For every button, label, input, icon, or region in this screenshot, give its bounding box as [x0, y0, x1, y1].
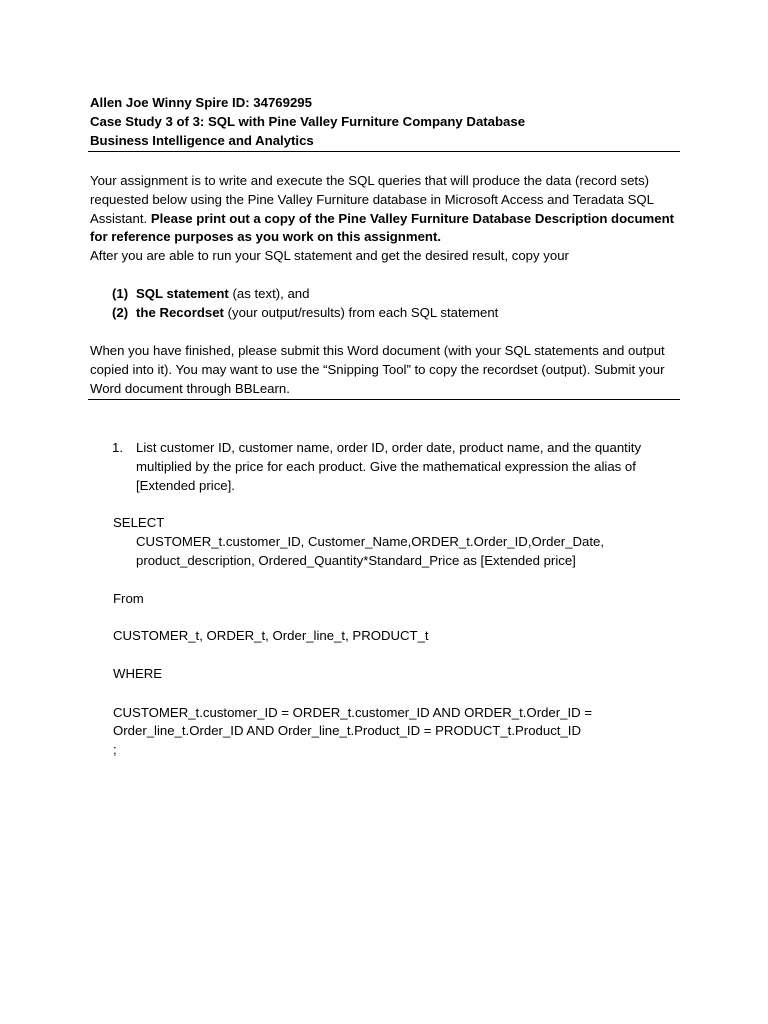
list-item-text: [136, 304, 498, 323]
instructions-emphasis: Please print out a copy of the Pine Valley Furniture Database Description document for reference purposes as you work on this assignment.: [90, 210, 675, 245]
instructions-paragraph: [90, 172, 682, 247]
question-1: [112, 439, 672, 495]
list-item-emphasis: SQL statement: [136, 286, 229, 301]
sql-where-condition-line-1: CUSTOMER_t.customer_ID = ORDER_t.customer_ID AND ORDER_t.Order_ID =: [113, 705, 593, 720]
deliverables-list: [112, 285, 672, 323]
list-item: [112, 285, 672, 304]
header-divider: [88, 151, 680, 152]
sql-select-keyword: SELECT: [113, 515, 165, 530]
list-item-emphasis: the Recordset: [136, 304, 224, 320]
list-item-text: [136, 285, 309, 304]
sql-terminator: ;: [113, 742, 117, 757]
question-text: List customer ID, customer name, order ID, order date, product name, and the quantity multiplied by the price for each product. Give the mathematical expression the alias of [Extended price].: [136, 440, 642, 493]
list-item-rest: (your output/results) from each SQL statement: [223, 304, 499, 320]
list-item-number: (2): [112, 304, 129, 320]
sql-select-columns-line-1: CUSTOMER_t.customer_ID, Customer_Name,ORDER_t.Order_ID,Order_Date,: [136, 534, 605, 549]
list-item-rest: (as text), and: [228, 286, 310, 301]
author-line: Allen Joe Winny Spire ID: 34769295: [90, 95, 312, 110]
question-number: 1.: [112, 440, 123, 455]
sql-select-columns-line-2: product_description, Ordered_Quantity*Standard_Price as [Extended price]: [136, 553, 576, 568]
sql-where-keyword: WHERE: [113, 666, 163, 681]
submission-instructions: When you have finished, please submit this Word document (with your SQL statements and output copied into it). You may want to use the “Snipping Tool” to copy the recordset (output). Submit your Word document through BBLearn.: [90, 343, 665, 396]
sql-where-condition-line-2: Order_line_t.Order_ID AND Order_line_t.Product_ID = PRODUCT_t.Product_ID: [113, 723, 581, 738]
list-item-number: (1): [112, 286, 129, 301]
document-header: [90, 94, 680, 150]
instructions-text: Your assignment is to write and execute the SQL queries that will produce the data (record sets) requested below using the Pine Valley Furniture database in Microsoft Access and Teradata SQL Assistant.: [90, 173, 654, 226]
course-name: Business Intelligence and Analytics: [90, 132, 314, 148]
copy-instruction: After you are able to run your SQL statement and get the desired result, copy your: [90, 248, 569, 264]
assignment-instructions: [90, 172, 682, 266]
sql-from-keyword: From: [113, 591, 144, 606]
sql-from-tables: CUSTOMER_t, ORDER_t, Order_line_t, PRODUCT_t: [113, 628, 429, 643]
instructions-divider: [88, 399, 680, 400]
list-item: [112, 304, 672, 323]
case-study-title: Case Study 3 of 3: SQL with Pine Valley Furniture Company Database: [90, 113, 526, 129]
